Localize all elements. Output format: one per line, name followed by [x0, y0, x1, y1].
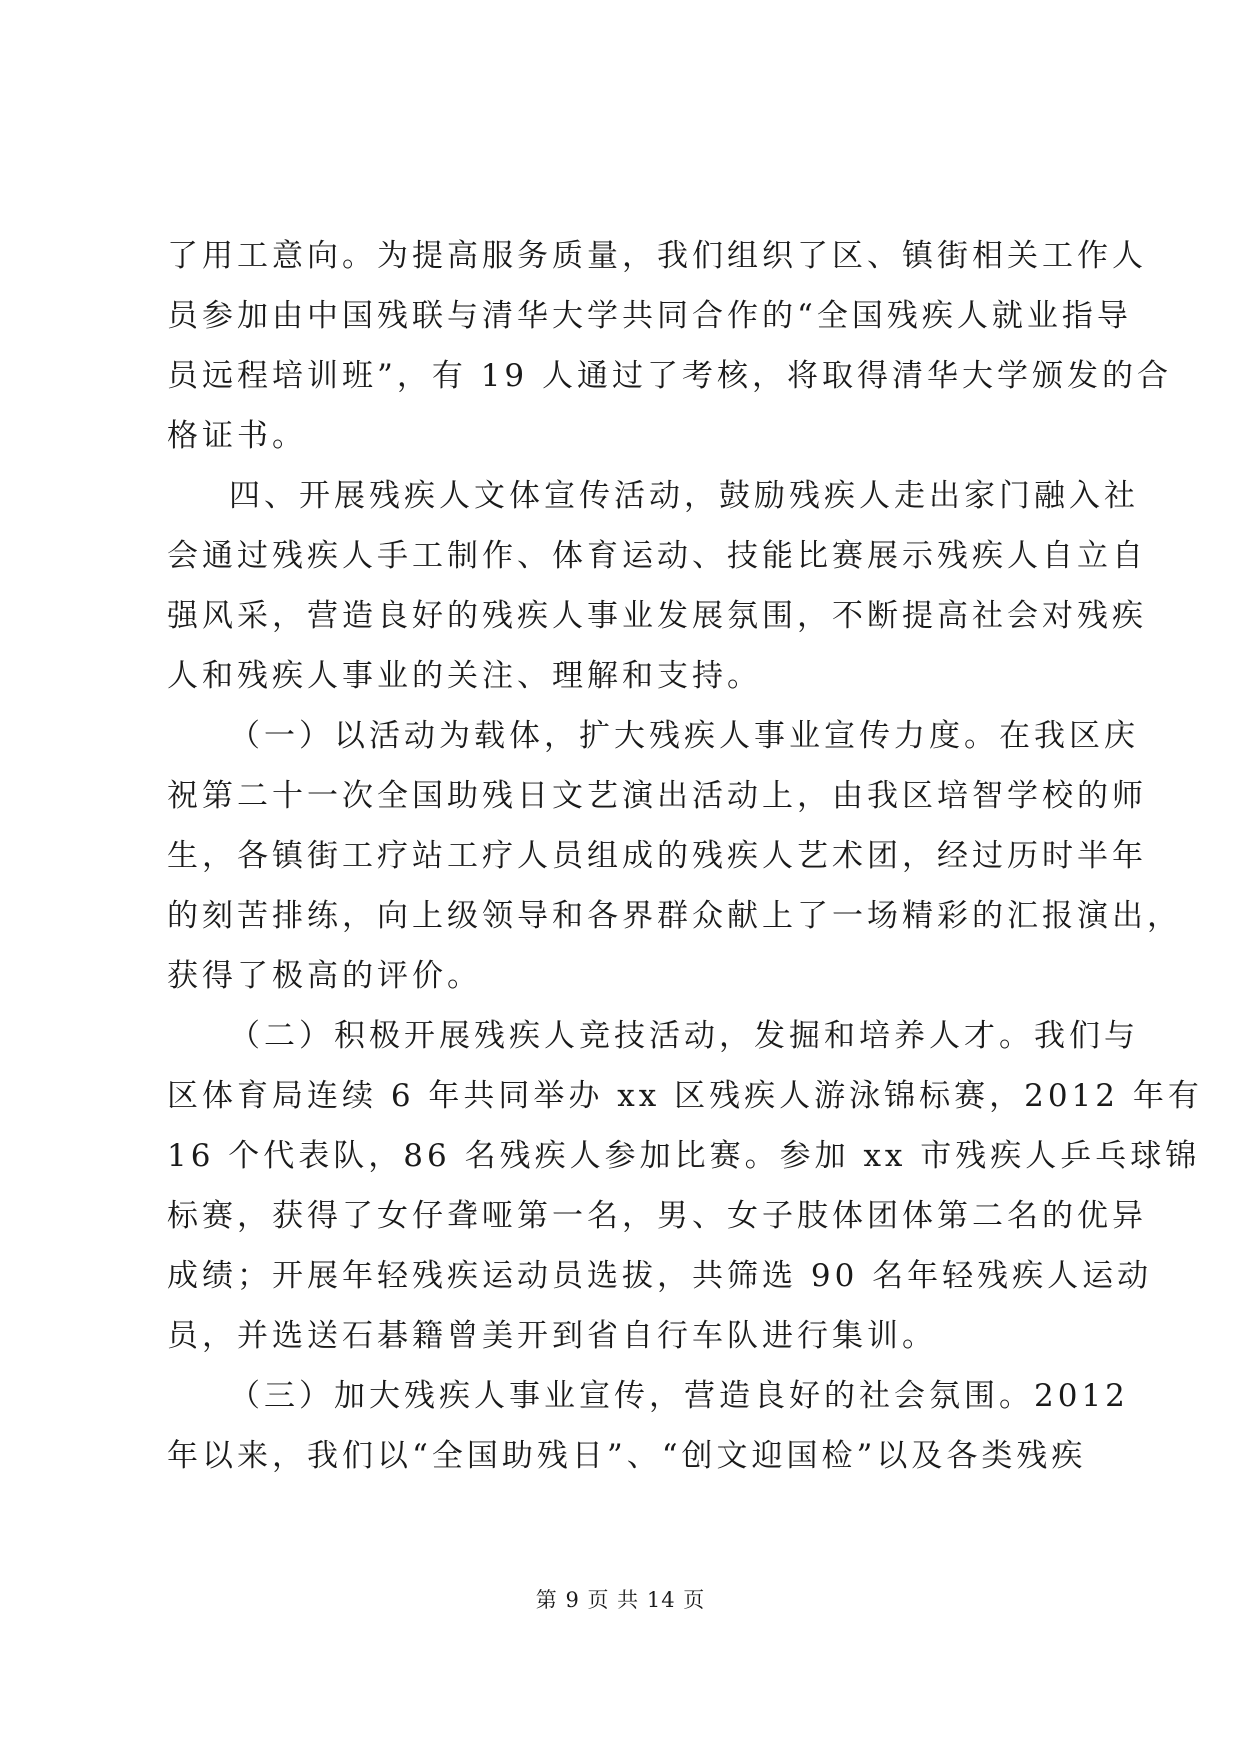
text-line: 会通过残疾人手工制作、体育运动、技能比赛展示残疾人自立自	[167, 538, 1147, 574]
text-line: 人和残疾人事业的关注、理解和支持。	[167, 658, 762, 694]
text-line: 格证书。	[167, 418, 307, 454]
text-line: 成绩；开展年轻残疾运动员选拔，共筛选 90 名年轻残疾人运动	[167, 1258, 1153, 1294]
text-line: 标赛，获得了女仔聋哑第一名，男、女子肢体团体第二名的优异	[167, 1198, 1147, 1234]
text-line: 员，并选送石碁籍曾美开到省自行车队进行集训。	[167, 1318, 937, 1354]
page-number-footer: 第 9 页 共 14 页	[535, 1588, 706, 1612]
text-line: 区体育局连续 6 年共同举办 xx 区残疾人游泳锦标赛，2012 年有	[167, 1078, 1203, 1114]
text-line: 16 个代表队，86 名残疾人参加比赛。参加 xx 市残疾人乒乓球锦	[167, 1138, 1201, 1174]
text-line: 年以来，我们以“全国助残日”、“创文迎国检”以及各类残疾	[167, 1438, 1087, 1474]
paragraph-heading-3: （三）加大残疾人事业宣传，营造良好的社会氛围。2012	[229, 1378, 1129, 1414]
text-line: 员参加由中国残联与清华大学共同合作的“全国残疾人就业指导	[167, 298, 1132, 334]
text-line: 祝第二十一次全国助残日文艺演出活动上，由我区培智学校的师	[167, 778, 1147, 814]
text-line: 获得了极高的评价。	[167, 958, 482, 994]
paragraph-heading-4: 四、开展残疾人文体宣传活动，鼓励残疾人走出家门融入社	[229, 478, 1139, 514]
text-line: 了用工意向。为提高服务质量，我们组织了区、镇街相关工作人	[167, 238, 1147, 274]
paragraph-heading-2: （二）积极开展残疾人竞技活动，发掘和培养人才。我们与	[229, 1018, 1139, 1054]
body-text	[167, 226, 1203, 1486]
paragraph-heading-1: （一）以活动为载体，扩大残疾人事业宣传力度。在我区庆	[229, 718, 1139, 754]
text-line: 的刻苦排练，向上级领导和各界群众献上了一场精彩的汇报演出，	[167, 898, 1182, 934]
text-line: 生，各镇街工疗站工疗人员组成的残疾人艺术团，经过历时半年	[167, 838, 1147, 874]
text-line: 强风采，营造良好的残疾人事业发展氛围，不断提高社会对残疾	[167, 598, 1147, 634]
text-line: 员远程培训班”，有 19 人通过了考核，将取得清华大学颁发的合	[167, 358, 1172, 394]
